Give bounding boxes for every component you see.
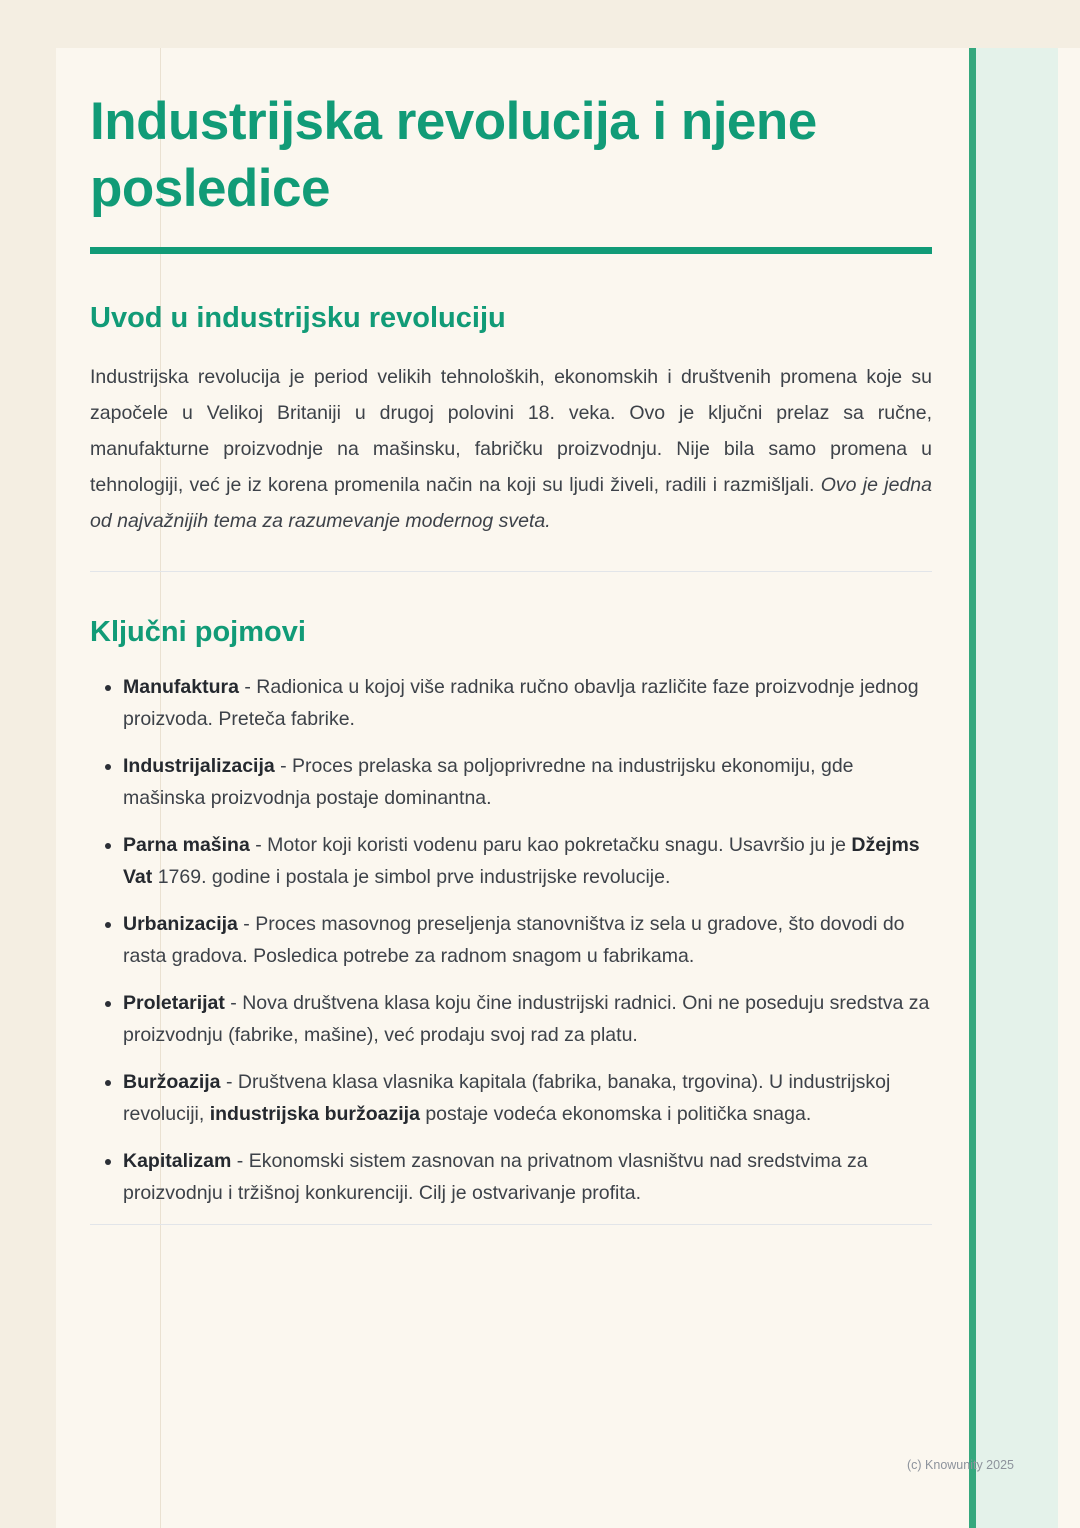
section-divider — [90, 571, 932, 572]
term-definition: - Motor koji koristi vodenu paru kao pokretačku snagu. Usavršio ju je — [249, 833, 852, 856]
term-name: Kapitalizam — [123, 1149, 232, 1172]
term-definition: - Proces prelaska sa poljoprivredne na industrijsku ekonomiju, gde mašinska proizvodnja postaje dominantna. — [123, 754, 854, 809]
list-item — [123, 829, 932, 893]
section-divider — [90, 1224, 932, 1225]
term-emphasis: Džejms Vat — [123, 833, 920, 888]
term-definition: - Radionica u kojoj više radnika ručno obavlja različite faze proizvodnje jednog proizvoda. Preteča fabrike. — [123, 675, 919, 730]
term-name: Parna mašina — [123, 833, 250, 856]
title-underline-rule — [90, 247, 932, 254]
term-emphasis: industrijska buržoazija — [209, 1102, 420, 1125]
intro-paragraph — [90, 359, 932, 539]
right-accent-bar — [969, 48, 976, 1528]
list-item — [123, 1066, 932, 1130]
term-definition: - Društvena klasa vlasnika kapitala (fabrika, banaka, trgovina). U industrijskoj revoluciji, — [123, 1070, 891, 1125]
list-item — [123, 1145, 932, 1209]
term-definition: - Ekonomski sistem zasnovan na privatnom vlasništvu nad sredstvima za proizvodnju i tržišnoj konkurenciji. Cilj je ostvarivanje profita. — [123, 1149, 868, 1204]
section-heading-intro: Uvod u industrijsku revoluciju — [90, 301, 506, 334]
term-definition: - Proces masovnog preseljenja stanovništva iz sela u gradove, što dovodi do rasta gradova. Posledica potrebe za radnom snagom u fabrikama. — [123, 912, 905, 967]
key-terms-list — [90, 671, 932, 1209]
term-name: Industrijalizacija — [123, 754, 275, 777]
term-definition: - Nova društvena klasa koju čine industrijski radnici. Oni ne poseduju sredstva za proizvodnju (fabrike, mašine), već prodaju svoj rad za platu. — [123, 991, 930, 1046]
intro-paragraph-italic: Ovo je jedna od najvažnijih tema za razumevanje modernog sveta. — [90, 473, 932, 532]
term-name: Manufaktura — [123, 675, 239, 698]
term-name: Buržoazija — [123, 1070, 221, 1093]
term-definition: postaje vodeća ekonomska i politička snaga. — [419, 1102, 812, 1125]
term-name: Urbanizacija — [123, 912, 238, 935]
intro-paragraph-main: Industrijska revolucija je period velikih tehnoloških, ekonomskih i društvenih promena koje su započele u Velikoj Britaniji u drugoj polovini 18. veka. Ovo je ključni prelaz sa ručne, manufakturne proizvodnje na mašinsku, fabričku proizvodnju. Nije bila samo promena u tehnologiji, već je iz korena promenila način na koji su ljudi živeli, radili i razmišljali. — [90, 365, 932, 496]
section-heading-key-terms: Ključni pojmovi — [90, 615, 306, 648]
right-mint-strip — [976, 48, 1058, 1528]
page-title: Industrijska revolucija i njene posledice — [90, 92, 817, 219]
list-item — [123, 987, 932, 1051]
list-item — [123, 750, 932, 814]
list-item — [123, 908, 932, 972]
content-column — [90, 0, 932, 1225]
term-name: Proletarijat — [123, 991, 225, 1014]
footer-credit: (c) Knowunity 2025 — [906, 1458, 1014, 1472]
list-item — [123, 671, 932, 735]
term-definition: 1769. godine i postala je simbol prve industrijske revolucije. — [152, 865, 671, 888]
